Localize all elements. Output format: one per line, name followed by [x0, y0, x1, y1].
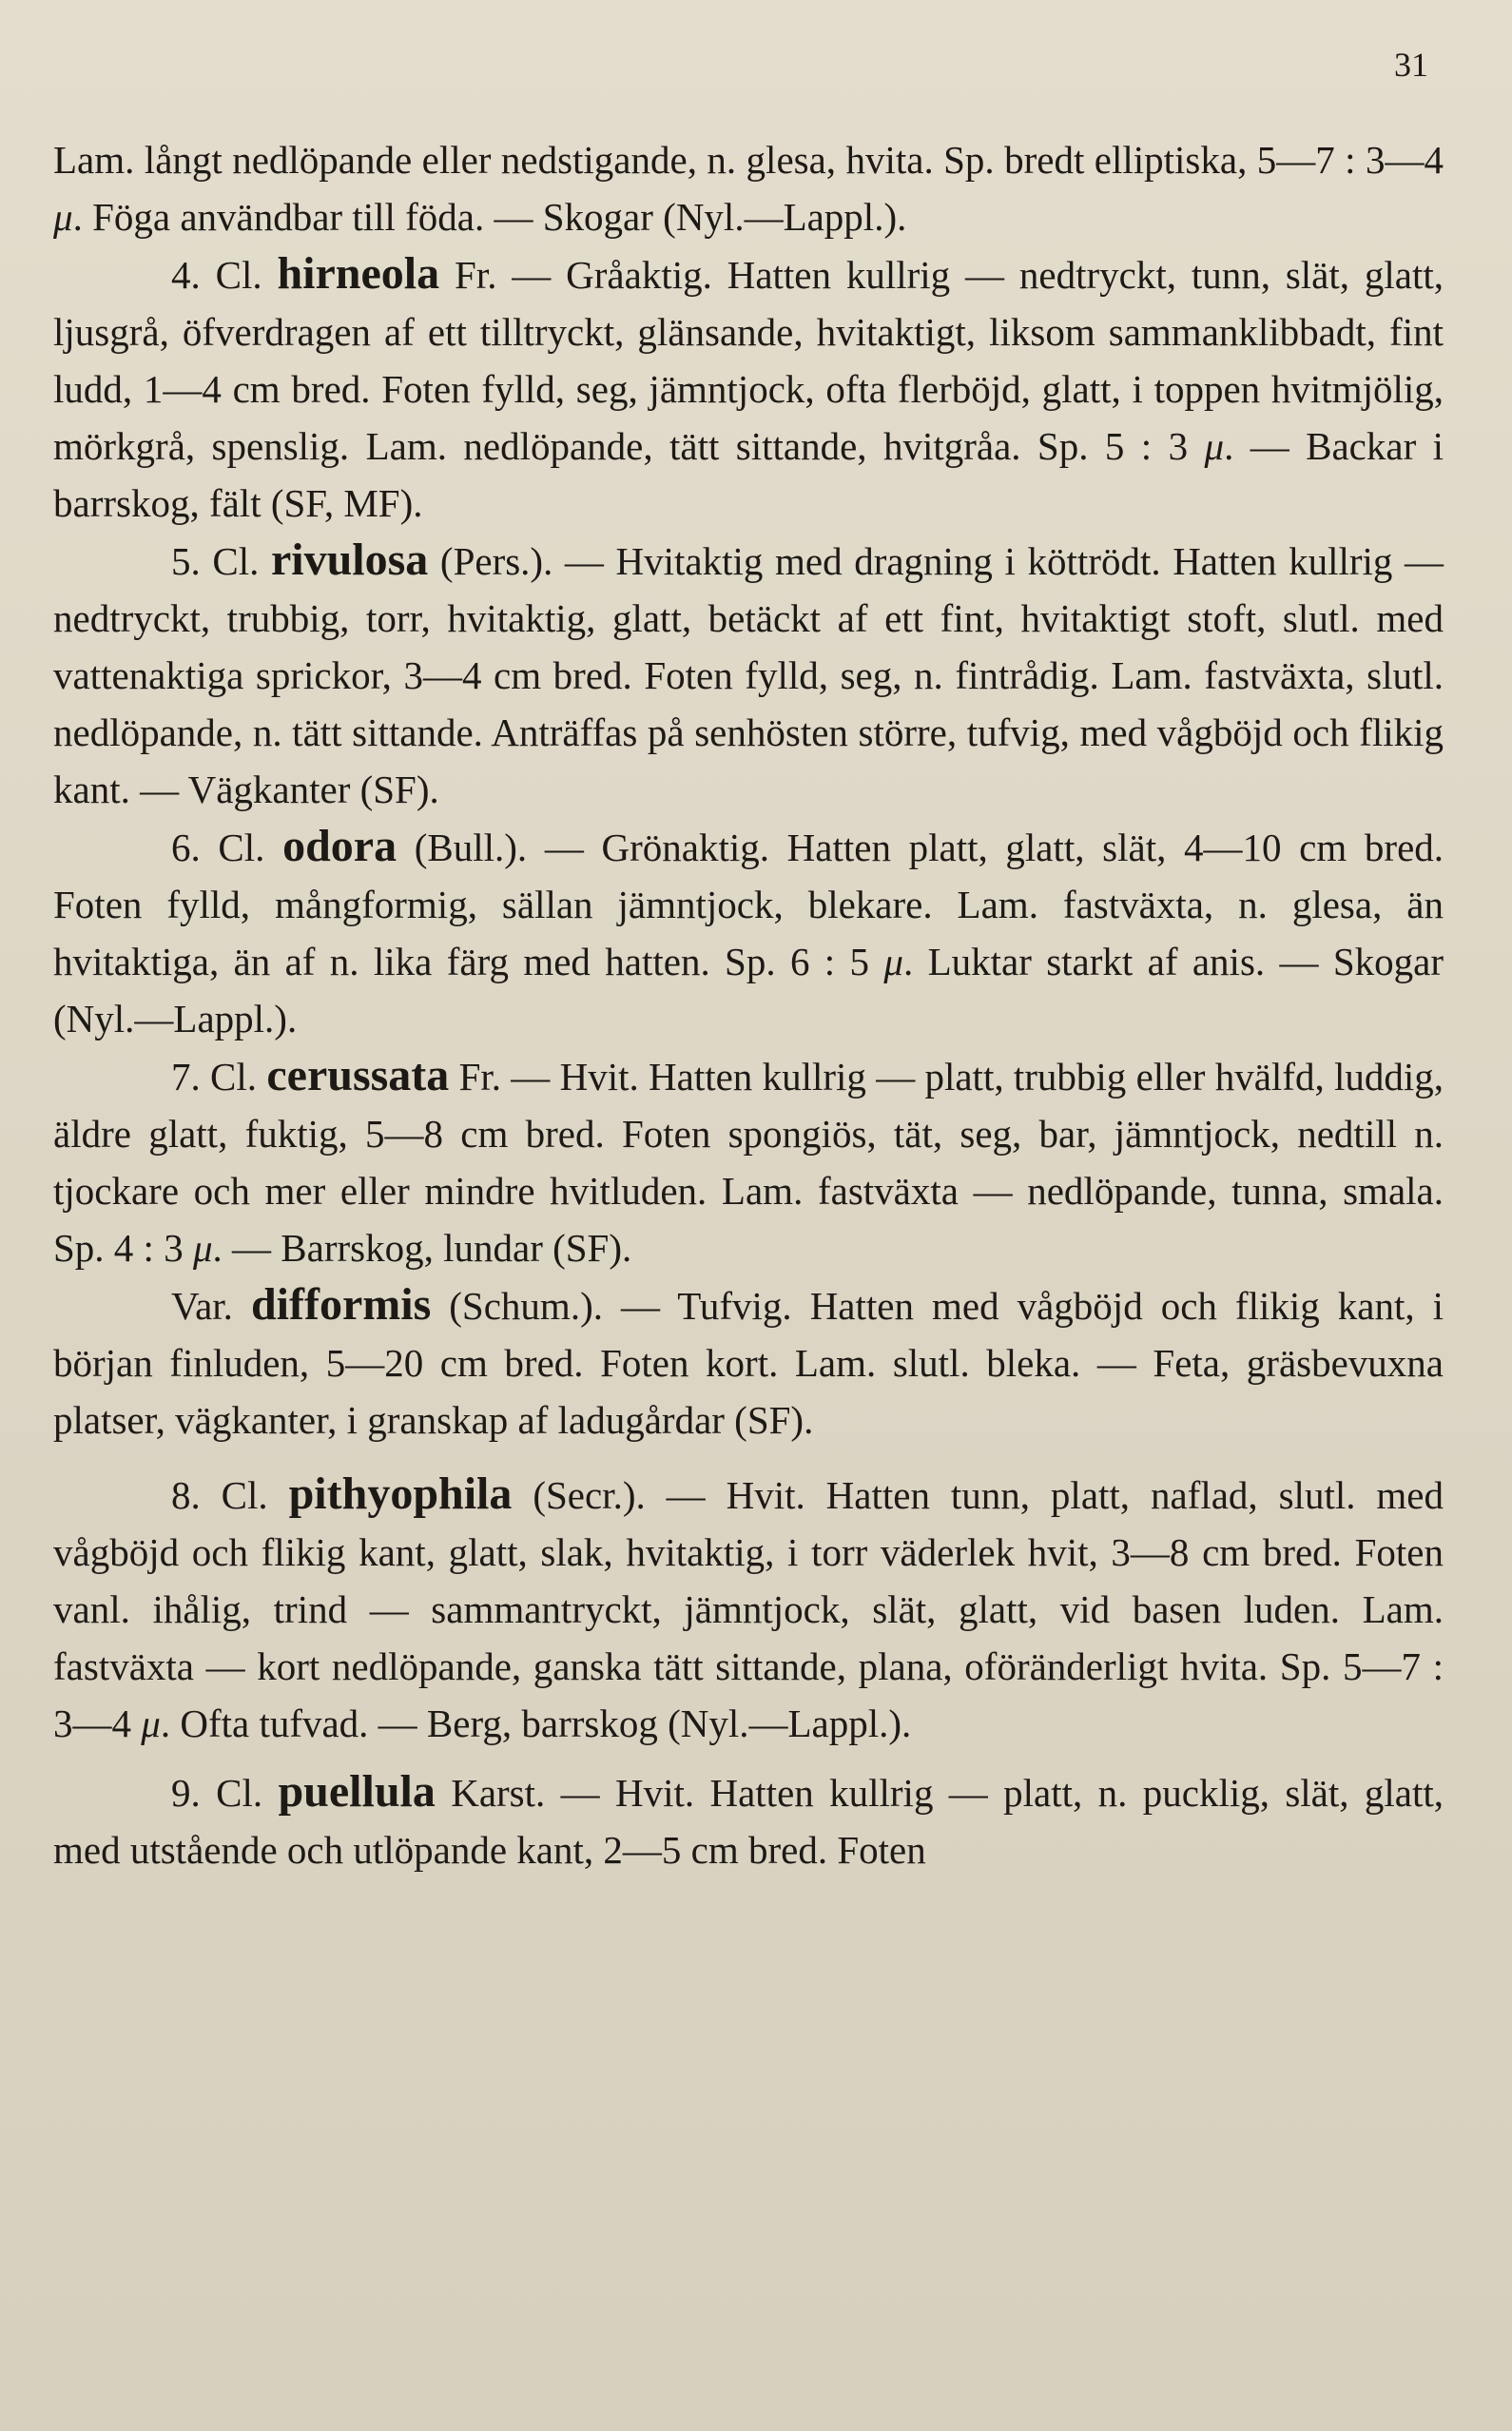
entry-description: Fr. — Hvit. Hatten kullrig — platt, trubbig eller hvälfd, luddig, äldre glatt, fuktig, 5—8 cm bred. Foten spongiös, tät, seg, bar, jämntjock, nedtill n. tjockare och mer eller mindre hvitluden. Lam. fastväxta — nedlöpande, tunna, smala. Sp. 4 : 3: [53, 1055, 1444, 1270]
micron-symbol: μ: [53, 195, 73, 239]
entry-description-end: . Luktar starkt af anis. — Skogar (Nyl.—Lappl.).: [53, 940, 1444, 1040]
entry-number: 9. Cl.: [171, 1771, 263, 1815]
micron-symbol: μ: [883, 940, 903, 983]
species-name: puellula: [278, 1766, 436, 1817]
variety-name: difformis: [250, 1279, 432, 1330]
entry-number: 6. Cl.: [171, 826, 265, 869]
entry-description: (Schum.). — Tufvig. Hatten med vågböjd och flikig kant, i början finluden, 5—20 cm bred. Foten kort. Lam. slutl. bleka. — Feta, gräsbevuxna platser, vägkanter, i granskap af ladugårdar (SF).: [53, 1284, 1444, 1442]
species-entry-7: [53, 1047, 1444, 1276]
entry-number: 7. Cl.: [171, 1055, 258, 1099]
entry-number: 5. Cl.: [171, 539, 260, 583]
species-entry-8: [53, 1466, 1444, 1752]
species-name: odora: [282, 821, 397, 871]
page-number: 31: [1394, 46, 1428, 84]
species-entry-4: [53, 245, 1444, 532]
entry-description-end: . — Backar i barrskog, fält (SF, MF).: [53, 424, 1444, 525]
paragraph-text-end: . Föga användbar till föda. — Skogar (Nyl.—Lappl.).: [72, 195, 907, 239]
paragraph-text: Lam. långt nedlöpande eller nedstigande, n. glesa, hvita. Sp. bredt elliptiska, 5—7 : 3—4: [53, 138, 1444, 182]
species-name: pithyophila: [288, 1468, 513, 1519]
species-name: cerussata: [266, 1050, 450, 1100]
species-name: hirneola: [277, 248, 440, 299]
entry-number: 4. Cl.: [171, 253, 262, 297]
micron-symbol: μ: [141, 1702, 161, 1745]
entry-number: 8. Cl.: [171, 1473, 268, 1517]
variety-entry: [53, 1276, 1444, 1449]
entry-description: (Secr.). — Hvit. Hatten tunn, platt, naflad, slutl. med vågböjd och flikig kant, glatt, slak, hvitaktig, i torr väderlek hvit, 3—8 cm bred. Foten vanl. ihålig, trind — sammantryckt, jämntjock, slät, glatt, vid basen luden. Lam. fastväxta — kort nedlöpande, ganska tätt sittande, plana, oföränderligt hvita. Sp. 5—7 : 3—4: [53, 1473, 1444, 1745]
species-name: rivulosa: [270, 535, 429, 585]
species-entry-5: [53, 532, 1444, 818]
entry-description-end: . Ofta tufvad. — Berg, barrskog (Nyl.—Lappl.).: [160, 1702, 912, 1745]
micron-symbol: μ: [1204, 424, 1225, 468]
micron-symbol: μ: [192, 1226, 213, 1270]
entry-description: Karst. — Hvit. Hatten kullrig — platt, n. pucklig, slät, glatt, med utstående och utlöpande kant, 2—5 cm bred. Foten: [53, 1771, 1444, 1872]
entry-description: (Pers.). — Hvitaktig med dragning i köttrödt. Hatten kullrig — nedtryckt, trubbig, torr, hvitaktig, glatt, betäckt af ett fint, hvitaktigt stoft, slutl. med vattenaktiga sprickor, 3—4 cm bred. Foten fylld, seg, n. fintrådig. Lam. fastväxta, slutl. nedlöpande, n. tätt sittande. Anträffas på senhösten större, tufvig, med vågböjd och flikig kant. — Vägkanter (SF).: [53, 539, 1444, 811]
page-text: [53, 0, 1444, 1878]
species-entry-6: [53, 818, 1444, 1047]
entry-description: Fr. — Gråaktig. Hatten kullrig — nedtryckt, tunn, slät, glatt, ljusgrå, öfverdragen af ett tilltryckt, glänsande, hvitaktigt, liksom sammanklibbadt, fint ludd, 1—4 cm bred. Foten fylld, seg, jämntjock, ofta flerböjd, glatt, i toppen hvitmjölig, mörkgrå, spenslig. Lam. nedlöpande, tätt sittande, hvitgråa. Sp. 5 : 3: [53, 253, 1444, 468]
entry-description: (Bull.). — Grönaktig. Hatten platt, glatt, slät, 4—10 cm bred. Foten fylld, mångformig, sällan jämntjock, blekare. Lam. fastväxta, n. glesa, än hvitaktiga, än af n. lika färg med hatten. Sp. 6 : 5: [53, 826, 1444, 983]
entry-description-end: . — Barrskog, lundar (SF).: [212, 1226, 632, 1270]
species-entry-9: [53, 1763, 1444, 1878]
entry-number: Var.: [171, 1284, 233, 1328]
paragraph-continuation: [53, 131, 1444, 245]
